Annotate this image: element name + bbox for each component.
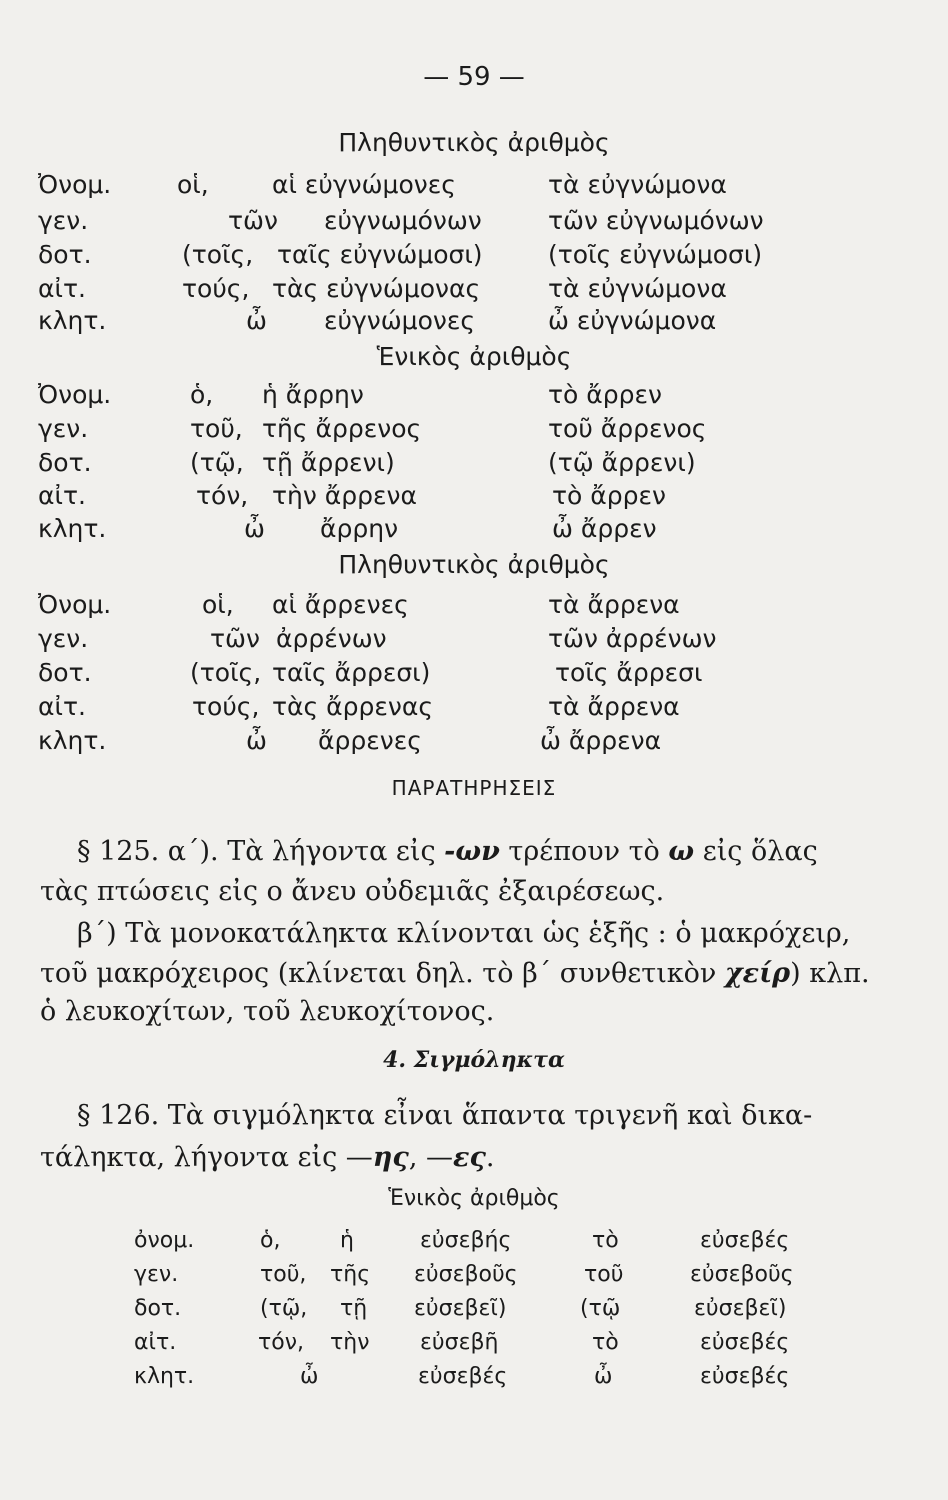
case-label: αἰτ.: [38, 274, 86, 303]
form-neuter: τὸ ἄρρεν: [548, 380, 662, 409]
form-masc-fem: εὐσεβεῖ): [414, 1296, 507, 1321]
article-masc: οἱ,: [202, 590, 234, 619]
text-run: , —: [408, 1142, 454, 1173]
article-masc: ὦ: [300, 1364, 319, 1389]
form-neuter: εὐσεβοῦς: [690, 1262, 794, 1287]
form-neuter: εὐσεβές: [700, 1364, 790, 1389]
form-neuter: τὰ ἄρρενα: [548, 692, 680, 721]
heading-plural-2: Πληθυντικὸς ἀριθμὸς: [338, 550, 610, 579]
heading-plural-1: Πληθυντικὸς ἀριθμὸς: [338, 128, 610, 157]
form-neuter: τῶν εὐγνωμόνων: [548, 206, 764, 235]
article-masc: τοῦ,: [190, 414, 243, 443]
form-neuter: (τῷ ἄρρενι): [548, 448, 696, 477]
paragraph-125-line: ὁ λευκοχίτων, τοῦ λευκοχίτονος.: [40, 996, 495, 1027]
heading-singular-2: Ἑνικὸς ἀριθμὸς: [388, 1186, 560, 1211]
form-masc-fem: εὐσεβῆ: [420, 1330, 499, 1355]
article-masc: τούς,: [182, 274, 250, 303]
case-label: γεν.: [134, 1262, 179, 1287]
form-neuter: εὐσεβεῖ): [694, 1296, 787, 1321]
letter-omega: ω: [668, 836, 695, 867]
table-row: [0, 1364, 948, 1400]
article-fem: τῇ: [340, 1296, 368, 1321]
case-label: Ὀνομ.: [38, 380, 112, 409]
ending-on: -ων: [444, 836, 500, 867]
form-neuter: τὰ εὐγνώμονα: [548, 274, 727, 303]
form-neuter: τὸ ἄρρεν: [552, 481, 666, 510]
text-run: τοῦ μακρόχειρος (κλίνεται δηλ. τὸ β΄ συνθετικὸν: [40, 958, 725, 989]
observations-title: ΠΑΡΑΤΗΡΗΣΕΙΣ: [391, 776, 557, 800]
article-neuter: τὸ: [592, 1228, 619, 1253]
text-run: τρέπουν τὸ: [499, 836, 669, 867]
form-neuter: τοῖς ἄρρεσι: [555, 658, 703, 687]
article-masc: τόν,: [258, 1330, 304, 1355]
article-neuter: τὸ: [592, 1330, 619, 1355]
case-label: γεν.: [38, 206, 89, 235]
article-fem: τὴν: [330, 1330, 370, 1355]
form-masc-fem: ἄρρην: [320, 514, 399, 543]
article-masc: (τῷ,: [260, 1296, 308, 1321]
case-label: αἰτ.: [134, 1330, 177, 1355]
text-run: ) κλπ.: [790, 958, 870, 989]
heading-singular: Ἑνικὸς ἀριθμὸς: [376, 342, 572, 371]
case-label: Ὀνομ.: [38, 170, 112, 199]
article-masc: (τοῖς,: [190, 658, 262, 687]
form-masc-fem: εὐσεβοῦς: [414, 1262, 518, 1287]
page-number: — 59 —: [423, 62, 525, 92]
article-masc: τόν,: [196, 481, 249, 510]
case-label: δοτ.: [38, 448, 92, 477]
form-masc-fem: αἱ εὐγνώμονες: [272, 170, 456, 199]
form-neuter: τῶν ἀρρένων: [548, 624, 717, 653]
form-masc-fem: εὐγνώμονες: [324, 306, 476, 335]
article-masc: οἱ,: [177, 170, 209, 199]
article-masc: ὁ,: [190, 380, 214, 409]
form-neuter: εὐσεβές: [700, 1330, 790, 1355]
paragraph-125-line: β΄) Τὰ μονοκατάληκτα κλίνονται ὡς ἑξῆς : ὁ μακρόχειρ,: [77, 918, 851, 949]
table-row: [0, 306, 948, 346]
case-label: κλητ.: [38, 726, 107, 755]
form-masc-fem: εὐσεβές: [418, 1364, 508, 1389]
form-neuter: ὦ ἄρρεν: [552, 514, 657, 543]
article-fem: τῆς: [330, 1262, 371, 1287]
form-neuter: τὰ ἄρρενα: [548, 590, 680, 619]
case-label: κλητ.: [38, 306, 107, 335]
case-label: Ὀνομ.: [38, 590, 112, 619]
case-label: κλητ.: [134, 1364, 195, 1389]
text-run: τάληκτα, λήγοντα εἰς —: [40, 1142, 373, 1173]
form-masc-fem: τῇ ἄρρενι): [262, 448, 395, 477]
case-label: ὀνομ.: [134, 1228, 195, 1253]
article-neuter: τοῦ: [584, 1262, 624, 1287]
text-run: .: [485, 1142, 495, 1173]
form-masc-fem: τὰς ἄρρενας: [272, 692, 433, 721]
article-fem: ἡ: [340, 1228, 354, 1253]
word-cheir: χείρ: [724, 958, 791, 989]
article-masc: ὦ: [246, 306, 267, 335]
article-neuter: ὦ: [594, 1364, 613, 1389]
article-masc: (τοῖς,: [182, 240, 254, 269]
ending-es: ης: [372, 1142, 409, 1173]
text-run: § 125. α΄). Τὰ λήγοντα εἰς: [77, 836, 445, 867]
table-row: [0, 1296, 948, 1332]
form-masc-fem: εὐσεβής: [420, 1228, 512, 1253]
article-masc: ὦ: [244, 514, 265, 543]
table-row: [0, 1228, 948, 1264]
table-row: [0, 1262, 948, 1298]
table-row: [0, 170, 948, 210]
paragraph-125-line: τὰς πτώσεις εἰς ο ἄνευ οὐδεμιᾶς ἐξαιρέσεως.: [40, 876, 665, 907]
paragraph-125-line: [40, 958, 870, 989]
form-masc-fem: ταῖς εὐγνώμοσι): [277, 240, 483, 269]
case-label: δοτ.: [134, 1296, 182, 1321]
form-neuter: (τοῖς εὐγνώμοσι): [548, 240, 763, 269]
form-masc-fem: ἀρρένων: [276, 624, 387, 653]
case-label: αἰτ.: [38, 692, 86, 721]
form-neuter: εὐσεβές: [700, 1228, 790, 1253]
form-neuter: ὦ ἄρρενα: [540, 726, 662, 755]
table-row: [0, 726, 948, 766]
form-masc-fem: ταῖς ἄρρεσι): [272, 658, 431, 687]
table-row: [0, 514, 948, 554]
case-label: γεν.: [38, 624, 89, 653]
form-masc-fem: τὰς εὐγνώμονας: [272, 274, 481, 303]
case-label: δοτ.: [38, 658, 92, 687]
article-masc: τῶν: [228, 206, 278, 235]
ending-es-neuter: ες: [453, 1142, 486, 1173]
case-label: δοτ.: [38, 240, 92, 269]
article-masc: ὁ,: [260, 1228, 281, 1253]
article-neuter: (τῷ: [580, 1296, 621, 1321]
paragraph-126-line: § 126. Τὰ σιγμόληκτα εἶναι ἅπαντα τριγενῆ καὶ δικα-: [77, 1100, 813, 1131]
form-masc-fem: εὐγνωμόνων: [324, 206, 482, 235]
article-masc: ὦ: [246, 726, 267, 755]
text-run: εἰς ὅλας: [694, 836, 818, 867]
form-masc-fem: τὴν ἄρρενα: [272, 481, 417, 510]
form-neuter: τοῦ ἄρρενος: [548, 414, 707, 443]
article-masc: τοῦ,: [260, 1262, 307, 1287]
paragraph-125-line: [77, 836, 897, 867]
section-title: 4. Σιγμόληκτα: [383, 1047, 565, 1073]
article-masc: (τῷ,: [190, 448, 244, 477]
form-masc-fem: αἱ ἄρρενες: [272, 590, 409, 619]
case-label: κλητ.: [38, 514, 107, 543]
form-neuter: τὰ εὐγνώμονα: [548, 170, 727, 199]
form-masc-fem: ἄρρενες: [318, 726, 422, 755]
form-neuter: ὦ εὐγνώμονα: [548, 306, 717, 335]
case-label: γεν.: [38, 414, 89, 443]
form-masc-fem: τῆς ἄρρενος: [262, 414, 422, 443]
paragraph-126-line: [40, 1142, 860, 1173]
case-label: αἰτ.: [38, 481, 86, 510]
form-masc-fem: ἡ ἄρρην: [262, 380, 364, 409]
article-masc: τῶν: [210, 624, 260, 653]
table-row: [0, 1330, 948, 1366]
article-masc: τούς,: [192, 692, 260, 721]
